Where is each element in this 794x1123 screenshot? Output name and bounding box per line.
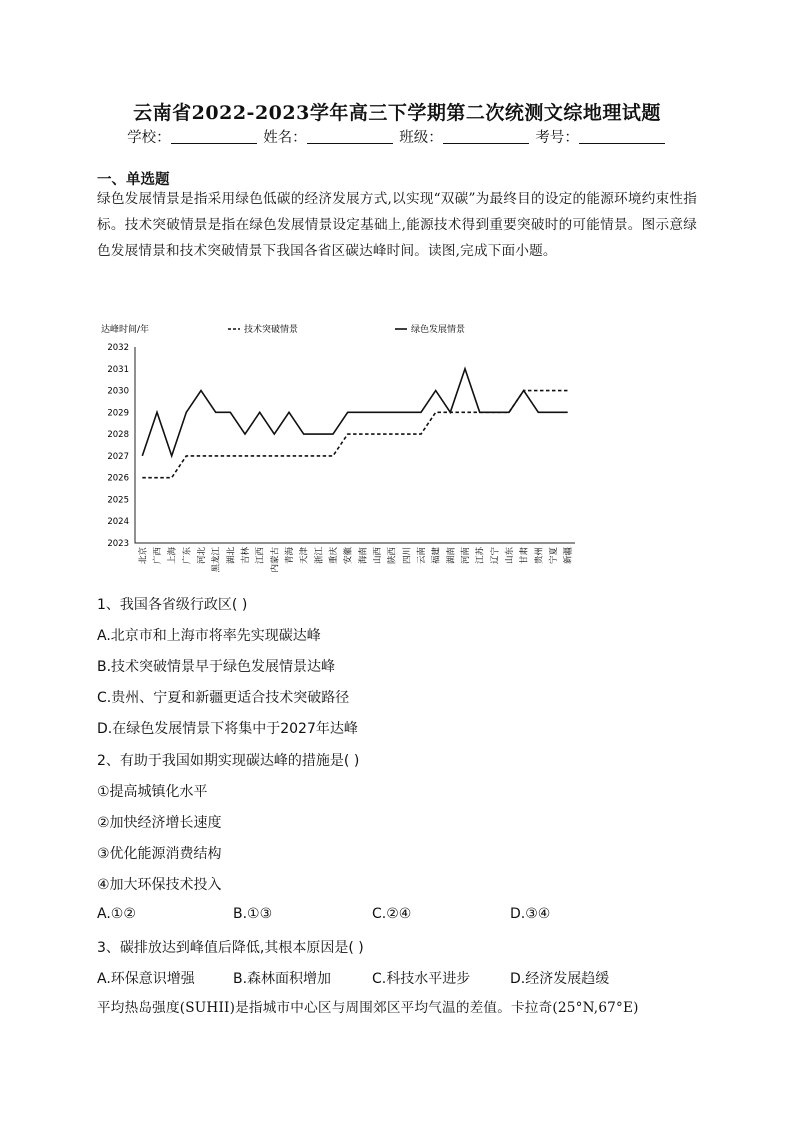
q3-option-d[interactable]: D.经济发展趋缓 [510,971,610,987]
x-tick-17: 陕西 [387,547,398,565]
q2-option-a[interactable]: A.①② [97,906,136,922]
y-axis-label: 达峰时间/年 [101,325,150,335]
legend-tech-breakthrough: 技术突破情景 [244,325,299,335]
x-tick-5: 黑龙江 [211,547,222,573]
school-blank[interactable] [171,130,257,144]
legend [228,323,465,335]
x-tick-23: 江苏 [475,547,486,565]
x-tick-10: 青海 [285,547,295,565]
y-tick-2031: 2031 [107,364,129,375]
x-tick-0: 北京 [138,547,149,565]
x-tick-2: 上海 [167,547,178,565]
question-3-stem: 3、碳排放达到峰值后降低,其根本原因是( ) [97,940,364,956]
q2-item-4: ④加大环保技术投入 [97,877,222,893]
x-tick-16: 山西 [373,547,383,565]
x-tick-8: 江西 [255,547,266,565]
x-tick-18: 四川 [402,547,413,565]
y-tick-2023: 2023 [107,539,129,549]
x-tick-28: 宁夏 [549,547,559,565]
class-blank[interactable] [443,130,529,144]
q3-option-c[interactable]: C.科技水平进步 [372,971,471,987]
legend-green-development: 绿色发展情景 [411,325,466,335]
y-tick-2027: 2027 [107,451,129,462]
y-tick-2029: 2029 [107,408,129,419]
x-tick-29: 新疆 [563,547,574,565]
q2-option-b[interactable]: B.①③ [233,906,273,922]
question-2-stem: 2、有助于我国如期实现碳达峰的措施是( ) [97,753,360,769]
series-line-tech-breakthrough [142,391,567,478]
q2-item-3: ③优化能源消费结构 [97,846,222,862]
exam-number-label: 考号： [535,130,579,146]
paper-title: 云南省2022-2023学年高三下学期第二次统测文综地理试题 [133,102,661,124]
class-label: 班级： [399,130,443,146]
school-label: 学校： [127,130,171,146]
x-tick-3: 广东 [182,547,193,565]
q1-option-d[interactable]: D.在绿色发展情景下将集中于2027年达峰 [97,721,358,737]
exam-number-blank[interactable] [579,130,665,144]
q1-option-a[interactable]: A.北京市和上海市将率先实现碳达峰 [97,628,321,644]
q2-option-c[interactable]: C.②④ [372,906,412,922]
x-tick-27: 贵州 [534,547,545,565]
x-tick-1: 广西 [153,547,163,565]
y-tick-2032: 2032 [107,343,129,353]
q3-option-a[interactable]: A.环保意识增强 [97,971,195,987]
x-tick-24: 辽宁 [490,547,501,565]
y-tick-2024: 2024 [107,517,129,528]
series-line-green-development [142,369,567,456]
x-tick-19: 云南 [417,547,427,565]
x-tick-12: 浙江 [314,547,325,565]
x-tick-15: 海南 [358,547,369,565]
x-tick-14: 安徽 [343,547,354,565]
section-title: 一、单选题 [97,172,170,188]
carbon-peak-chart [97,315,597,575]
x-tick-20: 福建 [431,547,442,565]
y-tick-2030: 2030 [107,386,129,397]
y-tick-2025: 2025 [107,495,129,506]
x-tick-25: 山东 [505,547,515,565]
passage-1: 绿色发展情景是指采用绿色低碳的经济发展方式,以实现“双碳”为最终目的设定的能源环境约束性指标。技术突破情景是指在绿色发展情景设定基础上,能源技术得到重要突破时的可能情景。图示意绿色发展情景和技术突破情景下我国各省区碳达峰时间。读图,完成下面小题。 [97,191,697,259]
x-tick-21: 湖南 [446,547,457,565]
x-tick-26: 甘肃 [519,547,530,565]
q1-option-c[interactable]: C.贵州、宁夏和新疆更适合技术突破路径 [97,690,350,706]
x-tick-7: 吉林 [241,547,251,565]
q1-option-b[interactable]: B.技术突破情景早于绿色发展情景达峰 [97,659,336,675]
question-1-stem: 1、我国各省级行政区( ) [97,597,248,613]
x-tick-4: 河北 [197,547,207,565]
x-tick-9: 内蒙古 [270,547,281,573]
axis-lines [135,347,575,543]
passage-2: 平均热岛强度(SUHII)是指城市中心区与周围郊区平均气温的差值。卡拉奇(25°N,67°E) [97,1000,639,1016]
y-tick-2028: 2028 [107,430,129,441]
y-tick-2026: 2026 [107,473,129,484]
x-tick-11: 天津 [299,547,310,565]
q3-option-b[interactable]: B.森林面积增加 [233,971,332,987]
name-blank[interactable] [307,130,393,144]
q2-option-d[interactable]: D.③④ [510,906,551,922]
q2-item-1: ①提高城镇化水平 [97,784,208,800]
q2-item-2: ②加快经济增长速度 [97,815,222,831]
x-tick-22: 河南 [461,547,471,565]
name-label: 姓名： [263,130,307,146]
x-tick-6: 湖北 [226,547,237,565]
x-tick-13: 重庆 [329,547,339,565]
student-info-row [0,126,794,147]
